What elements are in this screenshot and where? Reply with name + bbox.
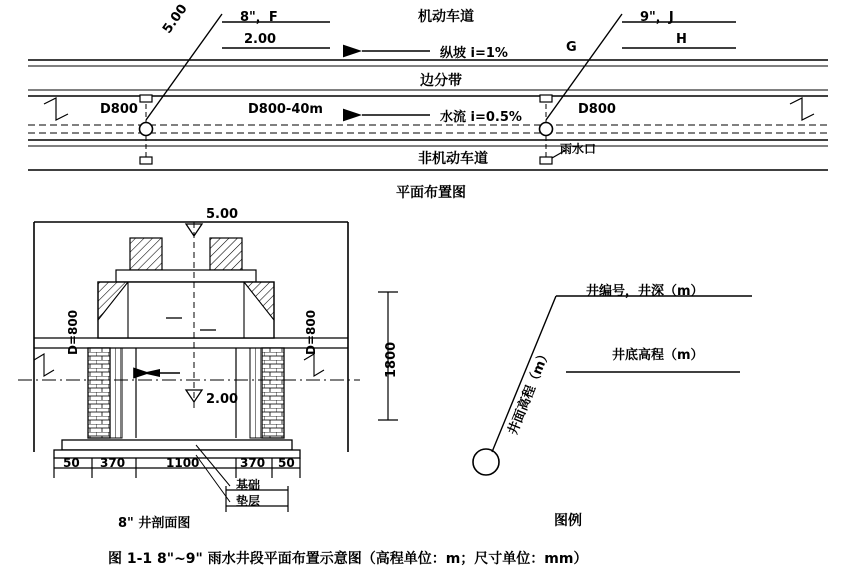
plan-pipe-center-label: D800-40m	[248, 102, 323, 117]
section-base-label: 基础	[236, 478, 261, 492]
section-dim-370-right: 370	[240, 456, 266, 470]
section-pipe-right-label: D=800	[304, 309, 318, 355]
plan-lane-bottom-label: 非机动车道	[418, 151, 488, 167]
plan-callout-left-elevation-bottom: 2.00	[244, 32, 277, 47]
plan-inlet-label: 雨水口	[560, 142, 597, 156]
plan-view-title: 平面布置图	[396, 185, 466, 201]
section-cushion-label: 垫层	[236, 494, 261, 508]
legend-drawing	[473, 296, 752, 475]
plan-callout-left-elevation-top: 5.00	[160, 1, 191, 37]
legend-bottom-elevation-label: 井底高程（m）	[612, 348, 704, 363]
plan-callout-right-label-h: H	[676, 32, 687, 47]
plan-pipe-right-label: D800	[578, 102, 616, 117]
plan-slope-top-label: 纵坡 i=1%	[440, 46, 508, 61]
section-dim-50-right: 50	[278, 456, 295, 470]
section-bottom-elevation: 2.00	[206, 392, 239, 407]
section-dim-370-left: 370	[100, 456, 126, 470]
plan-callout-right-label-g: G	[566, 40, 577, 55]
legend-ground-elevation-label: 井面高程（m）	[505, 346, 554, 438]
plan-callout-right-well-id: 9"，J	[640, 10, 674, 25]
plan-flow-label: 水流 i=0.5%	[440, 110, 522, 125]
section-pipe-left-label: D=800	[66, 309, 80, 355]
section-view-title: 8" 井剖面图	[118, 516, 191, 531]
figure-caption: 图 1-1 8"~9" 雨水井段平面布置示意图（高程单位：m；尺寸单位：mm）	[108, 551, 588, 567]
plan-lane-top-label: 机动车道	[418, 9, 474, 25]
plan-callout-left-well-id: 8"，F	[240, 10, 278, 25]
legend-well-id-depth-label: 井编号，井深（m）	[586, 284, 704, 299]
section-dim-50-left: 50	[63, 456, 80, 470]
section-height-dimension: 1800	[384, 341, 399, 378]
plan-pipe-left-label: D800	[100, 102, 138, 117]
plan-view-drawing	[28, 14, 828, 170]
plan-median-label: 边分带	[420, 73, 462, 89]
section-top-elevation: 5.00	[206, 207, 239, 222]
legend-title: 图例	[554, 513, 582, 529]
section-dim-1100: 1100	[166, 456, 200, 470]
